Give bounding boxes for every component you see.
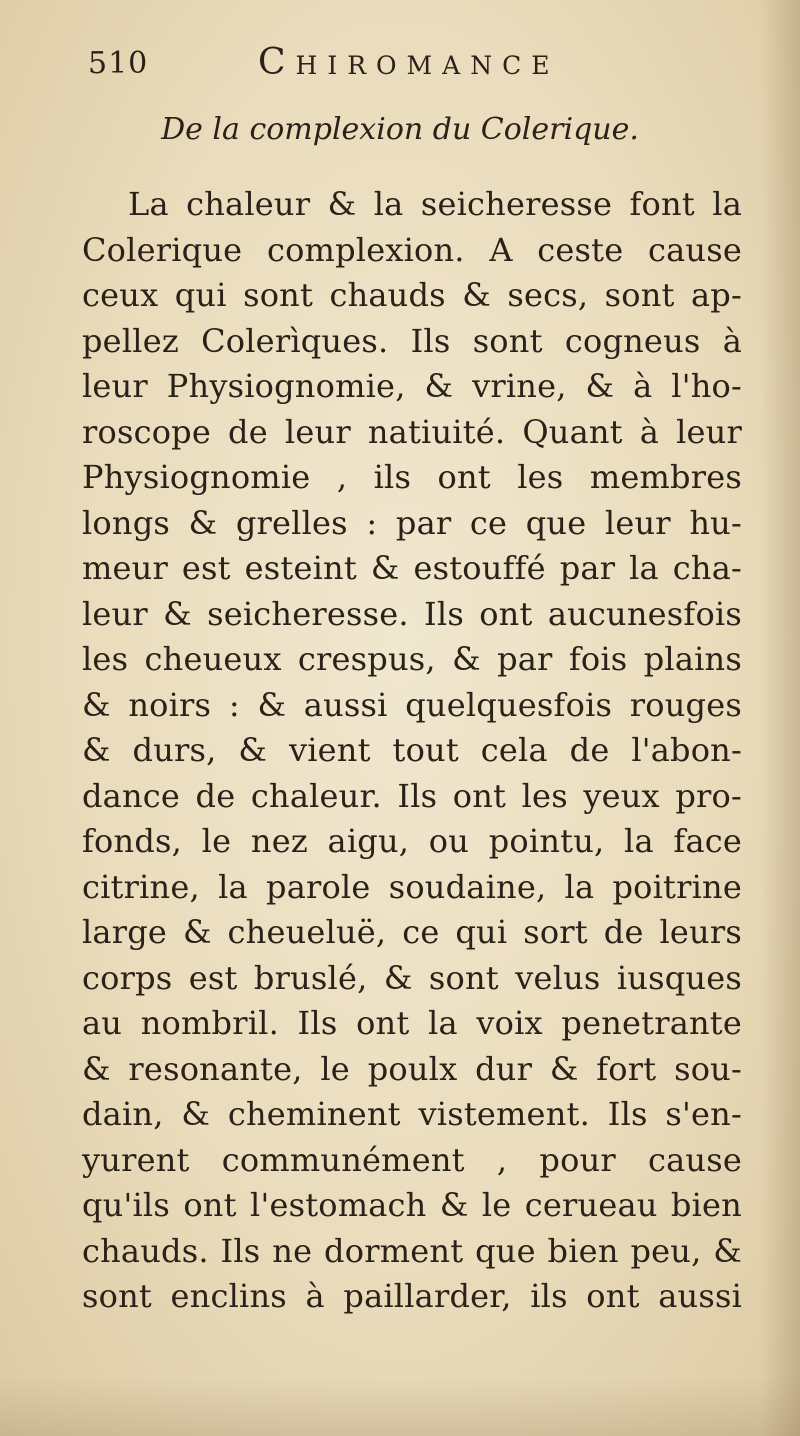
text-line: leur Physiognomie, & vrine, & à l'ho- [82, 367, 742, 405]
text-line: roscope de leur natiuité. Quant à leur [82, 412, 742, 451]
running-title: Chiromance [258, 42, 560, 83]
text-line: les cheueux crespus, & par fois plains [82, 640, 742, 678]
text-line: au nombril. Ils ont la voix penetrante [82, 1004, 742, 1042]
page-bottom-shadow [0, 1376, 800, 1436]
text-line: fonds, le nez aigu, ou pointu, la face [82, 822, 742, 860]
text-line: corps est bruslé, & sont velus iusques [82, 958, 742, 997]
page-number: 510 [88, 46, 149, 81]
text-line: pellez Colerìques. Ils sont cogneus à [82, 321, 742, 360]
text-line: leur & seicheresse. Ils ont aucunesfois [82, 594, 742, 633]
text-line: qu'ils ont l'estomach & le cerueau bien [82, 1186, 742, 1224]
text-line: & durs, & vient tout cela de l'abon- [82, 731, 742, 769]
section-title: De la complexion du Colerique. [161, 112, 639, 147]
text-line: large & cheueluë, ce qui sort de leurs [82, 913, 742, 951]
text-line: chauds. Ils ne dorment que bien peu, & [82, 1231, 742, 1270]
text-line: Colerique complexion. A ceste cause [82, 230, 742, 269]
text-line: Physiognomie , ils ont les membres [82, 458, 742, 496]
text-line: meur est esteint & estouffé par la cha- [82, 549, 742, 587]
text-line: & noirs : & aussi quelquesfois rouges [82, 685, 742, 724]
text-line: dance de chaleur. Ils ont les yeux pro- [82, 776, 742, 815]
page-edge-shadow [760, 0, 800, 1436]
text-line: longs & grelles : par ce que leur hu- [82, 503, 742, 542]
text-line: ceux qui sont chauds & secs, sont ap- [82, 276, 742, 314]
text-line: sont enclins à paillarder, ils ont aussi [82, 1277, 742, 1315]
text-line: citrine, la parole soudaine, la poitrine [82, 867, 742, 906]
text-line: & resonante, le poulx dur & fort sou- [82, 1049, 742, 1088]
body-text [82, 182, 742, 1320]
text-line: yurent communément , pour cause [82, 1140, 742, 1179]
page-header [88, 42, 728, 92]
text-line: La chaleur & la seicheresse font la [128, 185, 742, 223]
text-line: dain, & cheminent vistement. Ils s'en- [82, 1095, 742, 1133]
